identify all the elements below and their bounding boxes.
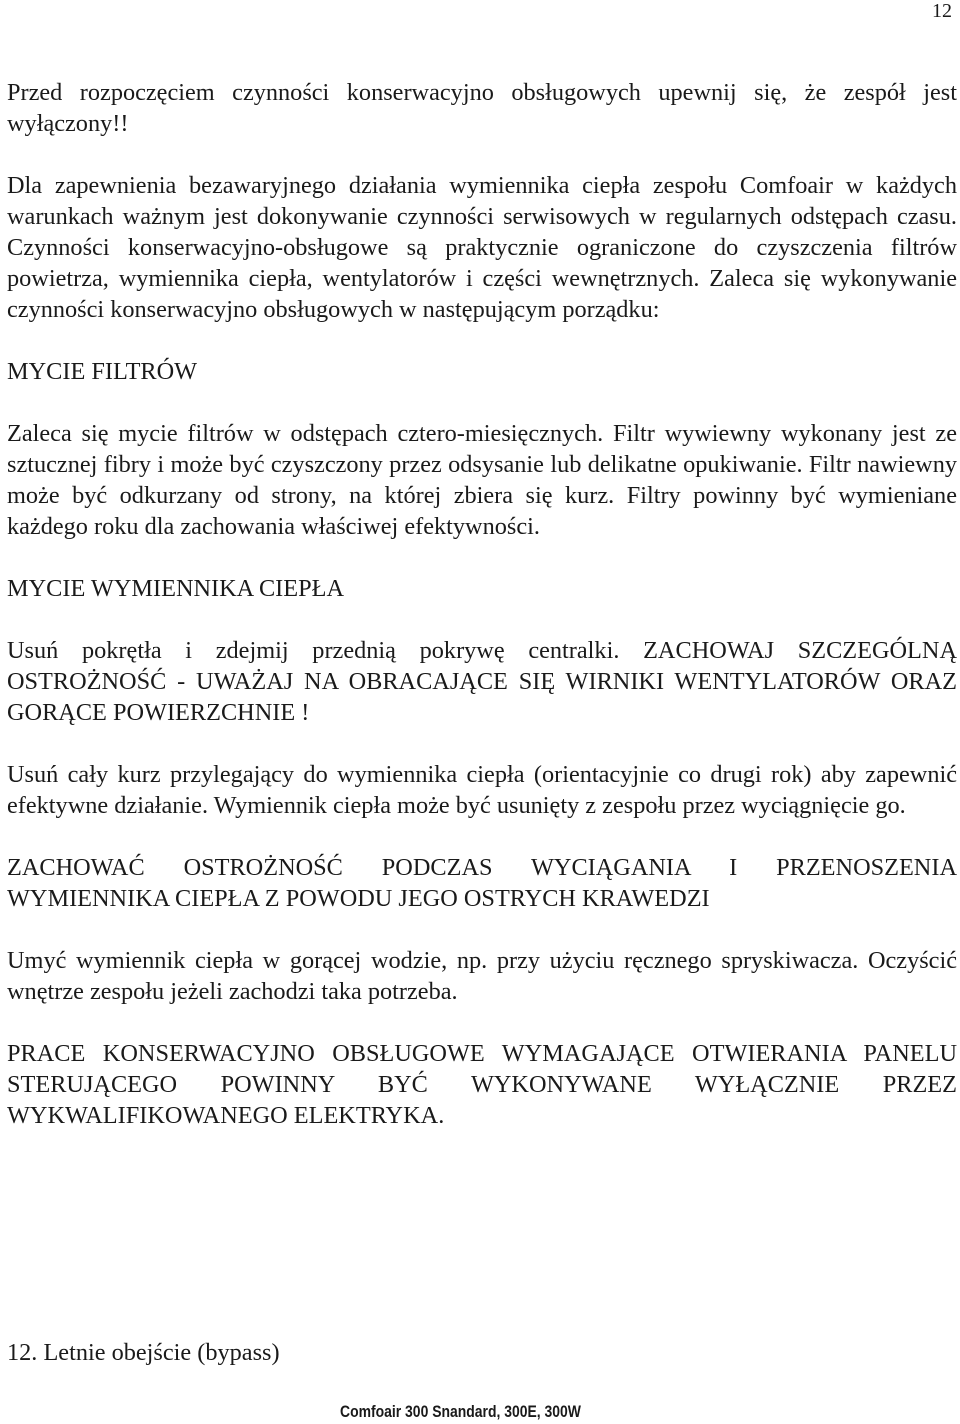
filter-cleaning-paragraph: Zaleca się mycie filtrów w odstępach cztero-miesięcznych. Filtr wywiewny wykonany jest ze sztucznej fibry i może być czyszczony przez odsysanie lub delikatne opukiwanie. Filtr nawiewny może być odkurzany od strony, na której zbiera się kurz. Filtry powinny być wymieniane każdego roku dla zachowania właściwej efektywności. xyxy=(7,420,957,540)
warning-paragraph: Przed rozpoczęciem czynności konserwacyjno obsługowych upewnij się, że zespół jest wyłączony!! xyxy=(7,79,957,137)
intro-paragraph: Dla zapewnienia bezawaryjnego działania wymiennika ciepła zespołu Comfoair w każdych warunkach ważnym jest dokonywanie czynności serwisowych w regularnych odstępach czasu. Czynności konserwacyjno-obsługowe są praktycznie ograniczone do czyszczenia filtrów powietrza, wymiennika ciepła, wentylatorów i części wewnętrznych. Zaleca się wykonywanie czynności konserwacyjno obsługowych w następującym porządku: xyxy=(7,172,957,323)
washing-paragraph: Umyć wymiennik ciepła w gorącej wodzie, np. przy użyciu ręcznego spryskiwacza. Oczyścić wnętrze zespołu jeżeli zachodzi taka potrzeba. xyxy=(7,947,957,1005)
page-number: 12 xyxy=(932,0,952,22)
dust-removal-paragraph: Usuń cały kurz przylegający do wymiennika ciepła (orientacyjnie co drugi rok) aby zapewnić efektywne działanie. Wymiennik ciepła może być usunięty z zespołu przez wyciągnięcie go. xyxy=(7,761,957,819)
caution-paragraph: ZACHOWAĆ OSTROŻNOŚĆ PODCZAS WYCIĄGANIA I PRZENOSZENIA WYMIENNIKA CIEPŁA Z POWODU JEGO OSTRYCH KRAWEDZI xyxy=(7,854,957,912)
footer: Comfoair 300 Snandard, 300E, 300W xyxy=(340,1402,581,1421)
electrician-paragraph: PRACE KONSERWACYJNO OBSŁUGOWE WYMAGAJĄCE OTWIERANIA PANELU STERUJĄCEGO POWINNY BYĆ WYKONYWANE WYŁĄCZNIE PRZEZ WYKWALIFIKOWANEGO ELEKTRYKA. xyxy=(7,1040,957,1129)
heading-filter-cleaning: MYCIE FILTRÓW xyxy=(7,358,198,385)
document-body xyxy=(7,77,957,1131)
section-title: 12. Letnie obejście (bypass) xyxy=(7,1339,280,1366)
heading-heat-exchanger-cleaning: MYCIE WYMIENNIKA CIEPŁA xyxy=(7,575,344,602)
cover-removal-paragraph: Usuń pokrętła i zdejmij przednią pokrywę centralki. ZACHOWAJ SZCZEGÓLNĄ OSTROŻNOŚĆ - UWAŻAJ NA OBRACAJĄCE SIĘ WIRNIKI WENTYLATORÓW ORAZ GORĄCE POWIERZCHNIE ! xyxy=(7,637,957,726)
